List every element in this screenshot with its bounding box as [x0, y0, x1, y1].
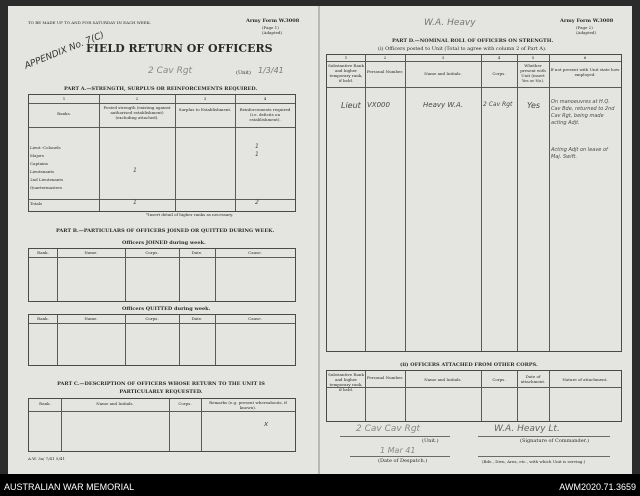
d-head-number: Personal Number. — [366, 69, 404, 74]
adapted-note: (Adapted) — [262, 30, 283, 35]
form-title: FIELD RETURN OF OFFICERS — [86, 42, 273, 55]
row-note-1: On manoeuvres at H.Q. Cav Bde, returned to 2nd Cav Rgt, being made acting Adjt. — [551, 99, 615, 126]
right-page-note: (Page 2) — [576, 25, 593, 30]
footer-accession: AWM2020.71.3659 — [559, 482, 636, 492]
d-head-present: Whether present with Unit (insert Yes or No). — [520, 63, 546, 83]
part-c-table — [28, 398, 296, 452]
part-c-title: PART C.—DESCRIPTION OF OFFICERS WHOSE RETURN TO THE UNIT IS PARTICULARLY REQUESTED. — [57, 381, 265, 395]
c-head-name: Name and Initials. — [96, 401, 134, 406]
surplus-head: Surplus to Establishment. — [178, 107, 232, 112]
quitted-head-rank: Rank. — [37, 316, 49, 321]
quitted-head-name: Name. — [84, 316, 98, 321]
despatch-date-handwritten: 1 Mar 41 — [380, 446, 416, 455]
joined-head-corps: Corps. — [145, 250, 159, 255]
part-ii-title: (ii) OFFICERS ATTACHED FROM OTHER CORPS. — [400, 362, 538, 368]
mark-total-posted: 1 — [133, 199, 137, 206]
rank-lieutenants: Lieutenants — [30, 169, 55, 174]
d-head-rank: Substantive Rank and higher temporary rank, if held. — [328, 63, 364, 83]
quitted-title: Officers QUITTED during week. — [122, 306, 211, 312]
rank-majors: Majors — [30, 153, 45, 158]
joined-head-date: Date. — [191, 250, 203, 255]
ii-head-corps: Corps. — [492, 377, 506, 382]
ii-head-rank: Substantive Rank and higher temporary rank, if held. — [328, 372, 364, 392]
unit-sign-handwritten: 2 Cav Cav Rgt — [356, 424, 421, 434]
part-d-table — [326, 54, 622, 352]
unit-label: (Unit) — [236, 70, 251, 76]
rank-captains: Captains — [30, 161, 48, 166]
part-d-title: PART D.—NOMINAL ROLL OF OFFICERS ON STRENGTH. — [392, 38, 554, 44]
d-head-name: Name and Initials. — [424, 71, 462, 76]
quitted-head-cause: Cause. — [248, 316, 262, 321]
part-c-check-mark: x — [264, 420, 269, 428]
mark-majors: 1 — [255, 151, 259, 158]
page-note: (Page 1) — [262, 25, 279, 30]
joined-head-cause: Cause. — [248, 250, 262, 255]
d-col-1: 1 — [344, 55, 348, 60]
part-a-col-2: 2 — [135, 96, 139, 101]
unit-line-label: (Unit.) — [422, 438, 439, 444]
c-head-rank: Rank. — [39, 401, 51, 406]
appendix-stamp: APPENDIX No. 7(C) — [23, 30, 106, 72]
ii-head-name: Name and Initials. — [424, 377, 462, 382]
quitted-table — [28, 314, 296, 366]
right-adapted-note: (Adapted) — [576, 30, 597, 35]
d-col-6: 6 — [583, 55, 587, 60]
row-note-2: Acting Adjt on leave of Maj. Swift. — [551, 147, 608, 160]
reinforcements-head: Reinforcements required (i.e. deficits on establishment). — [239, 107, 291, 122]
row-present: Yes — [527, 101, 541, 110]
d-col-2: 2 — [383, 55, 387, 60]
c-head-remarks: Remarks (e.g. present whereabouts, if known). — [209, 400, 287, 410]
part-a-title: PART A.—STRENGTH, SURPLUS OR REINFORCEMENTS REQUIRED. — [64, 86, 258, 92]
despatch-label: (Date of Despatch.) — [378, 458, 428, 464]
d-col-4: 4 — [497, 55, 501, 60]
row-rank: Lieut — [341, 101, 361, 110]
row-name: Heavy W.A. — [423, 101, 464, 109]
footnote: *Insert detail of higher ranks as necessary. — [146, 212, 234, 217]
date-handwritten: 1/3/41 — [258, 66, 284, 75]
rank-lieut-colonels: Lieut.-Colonels — [30, 145, 61, 150]
page-fold — [318, 6, 320, 474]
joined-table — [28, 248, 296, 302]
rank-2nd-lieutenants: 2nd Lieutenants — [30, 177, 64, 182]
footer-credit: AUSTRALIAN WAR MEMORIAL — [4, 482, 135, 492]
part-a-table — [28, 94, 296, 212]
location-line — [478, 456, 610, 457]
rank-quartermasters: Quartermasters — [30, 185, 63, 190]
d-col-3: 3 — [441, 55, 445, 60]
signature-label: (Signature of Commander.) — [520, 438, 590, 444]
rank-totals: Totals — [30, 201, 43, 206]
ii-head-nature: Nature of attachment. — [562, 377, 608, 382]
d-col-5: 5 — [531, 55, 535, 60]
d-head-employed: If not present with Unit state how employed. — [550, 67, 620, 77]
unit-line — [340, 436, 450, 437]
d-head-corps: Corps. — [492, 71, 506, 76]
form-id: Army Form W.3008 — [246, 18, 300, 24]
quitted-head-corps: Corps. — [145, 316, 159, 321]
signature-line — [478, 436, 610, 437]
joined-head-name: Name. — [84, 250, 98, 255]
row-corps: 2 Cav Rgt — [483, 101, 513, 108]
right-top-handwritten: W.A. Heavy — [424, 18, 476, 28]
top-note: TO BE MADE UP TO AND FOR SATURDAY IN EACH WEEK. — [28, 20, 151, 25]
print-code: A.W. 3a/ 7/41 5/41 — [28, 456, 65, 461]
signature-handwritten: W.A. Heavy Lt. — [494, 424, 560, 434]
mark-lieutenants: 1 — [133, 167, 137, 174]
despatch-line — [350, 456, 450, 457]
location-label: (Bde., Divn, Area, etc., with which Unit is serving.) — [482, 459, 586, 464]
posted-strength-head: Posted strength (existing against authorised establishment) (excluding attached). — [103, 105, 171, 120]
ranks-head: Ranks. — [57, 111, 71, 116]
ii-head-number: Personal Number. — [366, 375, 404, 380]
part-d-subtitle: (i) Officers posted to Unit (Total to agree with column 2 of Part A). — [378, 46, 547, 52]
mark-lt-col: 1 — [255, 143, 259, 150]
joined-title: Officers JOINED during week. — [122, 240, 206, 246]
right-form-id: Army Form W.3008 — [560, 18, 614, 24]
joined-head-rank: Rank. — [37, 250, 49, 255]
part-a-col-4: 4 — [263, 96, 267, 101]
row-number: VX000 — [367, 101, 390, 109]
ii-head-date: Date of attachment. — [520, 374, 546, 384]
quitted-head-date: Date. — [191, 316, 203, 321]
mark-total-reinforce: 2 — [255, 199, 259, 206]
part-a-col-3: 3 — [203, 96, 207, 101]
part-a-col-1: 1 — [62, 96, 66, 101]
part-b-title: PART B.—PARTICULARS OF OFFICERS JOINED OR QUITTED DURING WEEK. — [56, 228, 275, 234]
part-ii-table — [326, 370, 622, 422]
unit-handwritten: 2 Cav Rgt — [148, 66, 193, 76]
c-head-corps: Corps. — [178, 401, 192, 406]
